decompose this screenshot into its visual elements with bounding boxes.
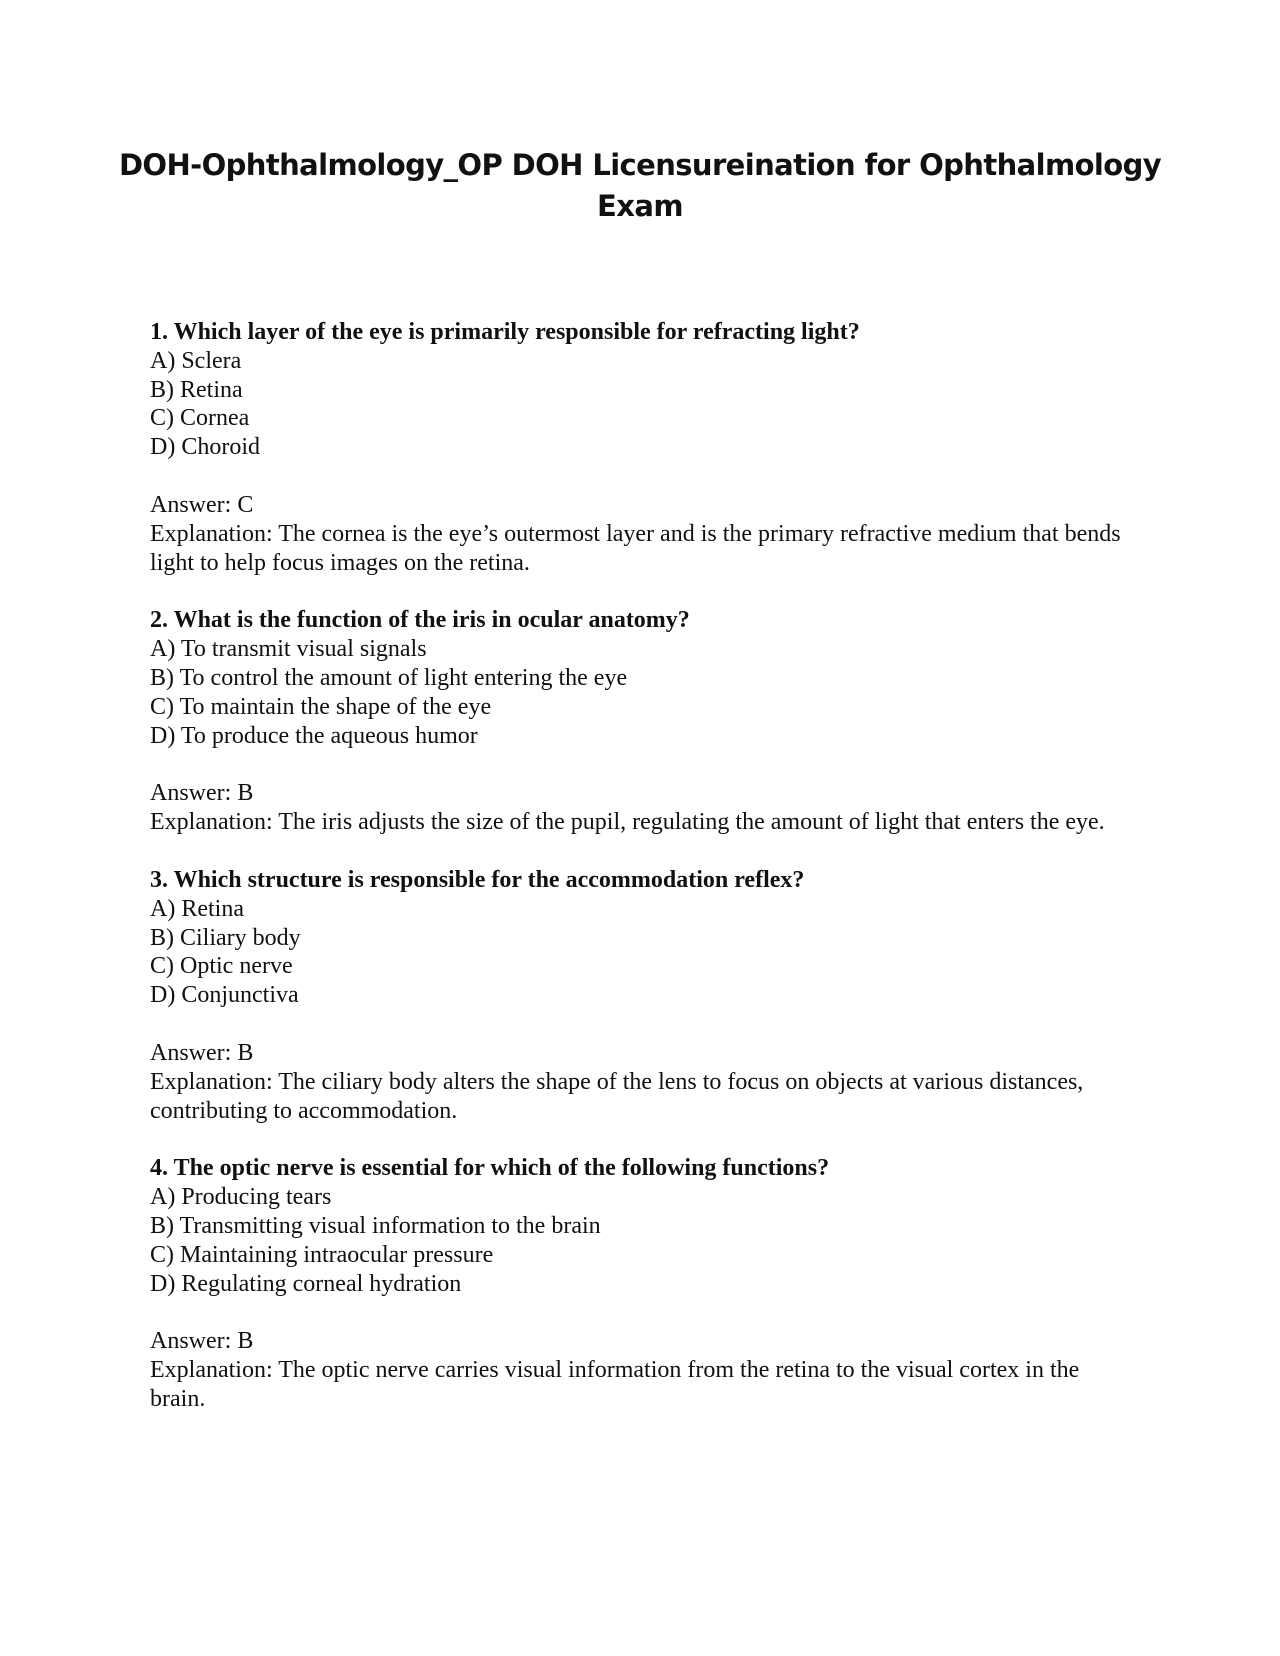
option-c: C) Cornea <box>150 405 250 432</box>
options-list <box>150 1183 1140 1298</box>
answer: Answer: B <box>150 780 254 807</box>
options-list <box>150 347 1140 462</box>
explanation: Explanation: The iris adjusts the size of the pupil, regulating the amount of light that enters the eye. <box>150 809 1105 836</box>
option-d: D) To produce the aqueous humor <box>150 722 478 749</box>
title-line-1: DOH-Ophthalmology_OP DOH Licensureination for Ophthalmology <box>118 148 1162 182</box>
option-a: A) Producing tears <box>150 1184 332 1211</box>
question-2 <box>150 606 1140 837</box>
option-a: A) Retina <box>150 895 244 922</box>
option-b: B) Transmitting visual information to the brain <box>150 1212 601 1239</box>
answer: Answer: C <box>150 491 254 518</box>
option-d: D) Regulating corneal hydration <box>150 1270 462 1297</box>
explanation: Explanation: The cornea is the eye’s outermost layer and is the primary refractive medium that bends light to help focus images on the retina. <box>150 520 1121 576</box>
option-b: B) To control the amount of light entering the eye <box>150 664 628 691</box>
option-b: B) Ciliary body <box>150 924 301 951</box>
option-d: D) Choroid <box>150 434 260 461</box>
question-text: 3. Which structure is responsible for the accommodation reflex? <box>150 866 805 893</box>
question-1 <box>150 318 1140 577</box>
explanation: Explanation: The ciliary body alters the shape of the lens to focus on objects at various distances, contributing to accommodation. <box>150 1068 1084 1124</box>
question-4 <box>150 1154 1140 1413</box>
question-text: 2. What is the function of the iris in ocular anatomy? <box>150 607 690 634</box>
question-3 <box>150 866 1140 1125</box>
option-c: C) Optic nerve <box>150 953 293 980</box>
option-b: B) Retina <box>150 376 243 403</box>
answer: Answer: B <box>150 1328 254 1355</box>
option-c: C) To maintain the shape of the eye <box>150 693 492 720</box>
option-a: A) Sclera <box>150 347 242 374</box>
options-list <box>150 895 1140 1010</box>
question-text: 1. Which layer of the eye is primarily responsible for refracting light? <box>150 319 860 345</box>
document-title <box>100 145 1180 227</box>
option-a: A) To transmit visual signals <box>150 636 427 663</box>
title-line-2: Exam <box>597 189 683 223</box>
answer: Answer: B <box>150 1039 254 1066</box>
questions-list <box>150 318 1140 1443</box>
question-text: 4. The optic nerve is essential for which of the following functions? <box>150 1155 830 1182</box>
option-d: D) Conjunctiva <box>150 982 299 1009</box>
options-list <box>150 635 1140 750</box>
explanation: Explanation: The optic nerve carries visual information from the retina to the visual cortex in the brain. <box>150 1357 1080 1412</box>
option-c: C) Maintaining intraocular pressure <box>150 1241 494 1268</box>
